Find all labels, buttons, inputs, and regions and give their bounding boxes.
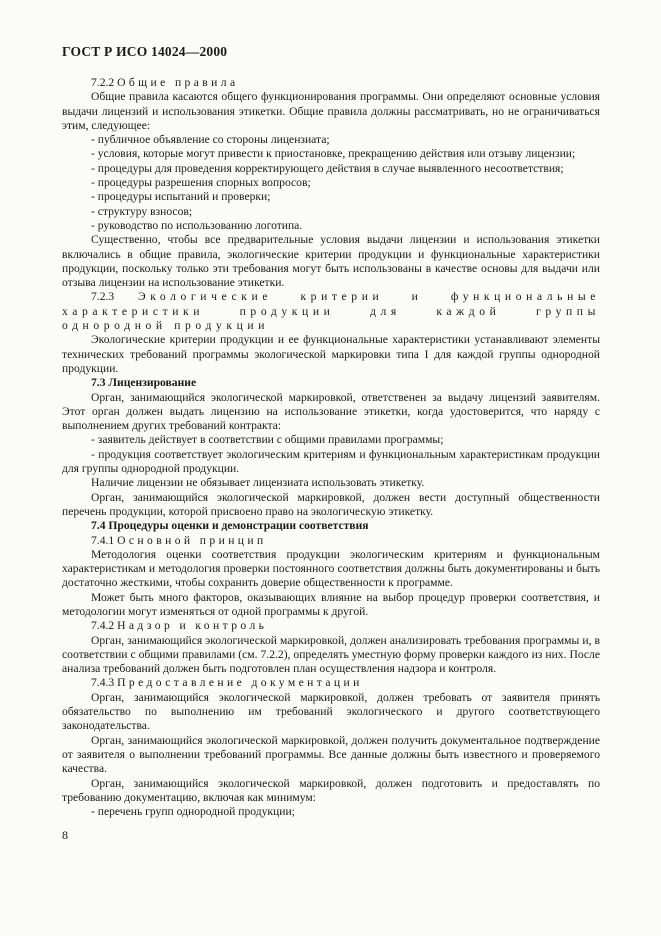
paragraph: Наличие лицензии не обязывает лицензиата использовать этикетку. [91, 476, 425, 490]
section-title: Процедуры оценки и демонстрации соответствия [108, 519, 369, 533]
section-heading-7-4-1 [62, 534, 600, 548]
paragraph: Орган, занимающийся экологической маркировкой, должен вести доступный общественности перечень продукции, которой присвоено право на экологическую этикетку. [62, 490, 600, 518]
list-item: - заявитель действует в соответствии с общими правилами программы; [91, 433, 444, 447]
section-number: 7.4.3 [91, 676, 115, 690]
paragraph: Орган, занимающийся экологической маркировкой, должен анализировать требования программы и, в соответствии с общими правилами (см. 7.2.2), определять уместную форму проверки каждого из них. После анализа требований должен быть подготовлен план осуществления надзора и контроля. [62, 633, 600, 676]
section-heading-7-4-3 [62, 676, 600, 690]
paragraph: Орган, занимающийся экологической маркировкой, должен требовать от заявителя принять обязательство по выполнению им требований экологического и другого соответствующего законодательства. [62, 690, 600, 733]
page-number: 8 [62, 828, 68, 842]
paragraph: Может быть много факторов, оказывающих влияние на выбор процедур проверки соответствия, и методологии могут изменяться от одной программы к другой. [62, 590, 600, 618]
section-number: 7.4.1 [91, 533, 115, 547]
list-item: - процедуры испытаний и проверки; [91, 190, 271, 204]
paragraph: Орган, занимающийся экологической маркировкой, ответственен за выдачу лицензий заявителям. Этот орган должен выдать лицензию на использование этикетки, когда удостоверится, что наряду с выполнением других требований контракта: [62, 390, 600, 433]
section-title: Надзор и контроль [117, 619, 268, 633]
list-item: - условия, которые могут привести к приостановке, прекращению действия или отзыву лицензии; [91, 147, 576, 161]
section-number: 7.4.2 [91, 619, 115, 633]
paragraph: Экологические критерии продукции и ее функциональные характеристики устанавливают элементы технических требований программы экологической маркировки типа I для каждой группы однородной продукции. [62, 333, 600, 375]
paragraph: Методология оценки соответствия продукции экологическим критериям и функциональным характеристикам и методология проверки постоянного соответствия должны быть документированы и быть достаточно жесткими, чтобы сохранить доверие общественности к программе. [62, 547, 600, 590]
section-heading-7-4 [62, 519, 600, 533]
list-item: - руководство по использованию логотипа. [91, 218, 303, 232]
document-body [62, 76, 600, 819]
section-number: 7.4 [91, 519, 106, 533]
list-item: - продукция соответствует экологическим критериям и функциональным характеристикам продукции для группы однородной продукции. [62, 447, 600, 476]
section-heading-7-4-2 [62, 619, 600, 633]
section-title: Экологические критерии и функциональные характеристики продукции для каждой группы однородной продукции [62, 290, 601, 333]
paragraph: Общие правила касаются общего функционирования программы. Они определяют основные условия выдачи лицензий и использования этикетки. Общие правила должны рассматривать, но не ограничиваться этим, следующее: [62, 90, 600, 132]
paragraph: Орган, занимающийся экологической маркировкой, должен подготовить и предоставлять по требованию документацию, включая как минимум: [62, 776, 600, 804]
section-title: Общие правила [117, 76, 239, 89]
section-number: 7.3 [91, 376, 106, 390]
section-heading-7-2-3 [62, 290, 600, 333]
section-number: 7.2.3 [91, 290, 115, 304]
paragraph: Существенно, чтобы все предварительные условия выдачи лицензии и использования этикетки включались в общие правила, экологические критерии продукции и функциональные характеристики продукции, поскольку только эти требования могут быть использованы в качестве основы для выдачи или отзыва лицензии на использование этикетки. [62, 233, 600, 290]
section-heading-7-3 [62, 376, 600, 390]
section-title: Предоставление документации [117, 676, 363, 690]
section-number: 7.2.2 [91, 76, 115, 89]
section-heading-7-2-2 [62, 76, 600, 90]
list-item: - процедуры разрешения спорных вопросов; [91, 176, 311, 190]
list-item: - процедуры для проведения корректирующего действия в случае выявленного несоответствия; [91, 161, 564, 175]
list-item: - публичное объявление со стороны лицензиата; [91, 133, 330, 147]
list-item: - перечень групп однородной продукции; [91, 805, 295, 819]
section-title: Основной принцип [117, 533, 267, 547]
paragraph: Орган, занимающийся экологической маркировкой, должен получить документальное подтверждение от заявителя о выполнении требований программы. Все данные должны быть известного и проверяемого качества. [62, 733, 600, 776]
document-header: ГОСТ Р ИСО 14024—2000 [62, 44, 228, 59]
section-title: Лицензирование [108, 376, 197, 390]
list-item: - структуру взносов; [91, 204, 193, 218]
